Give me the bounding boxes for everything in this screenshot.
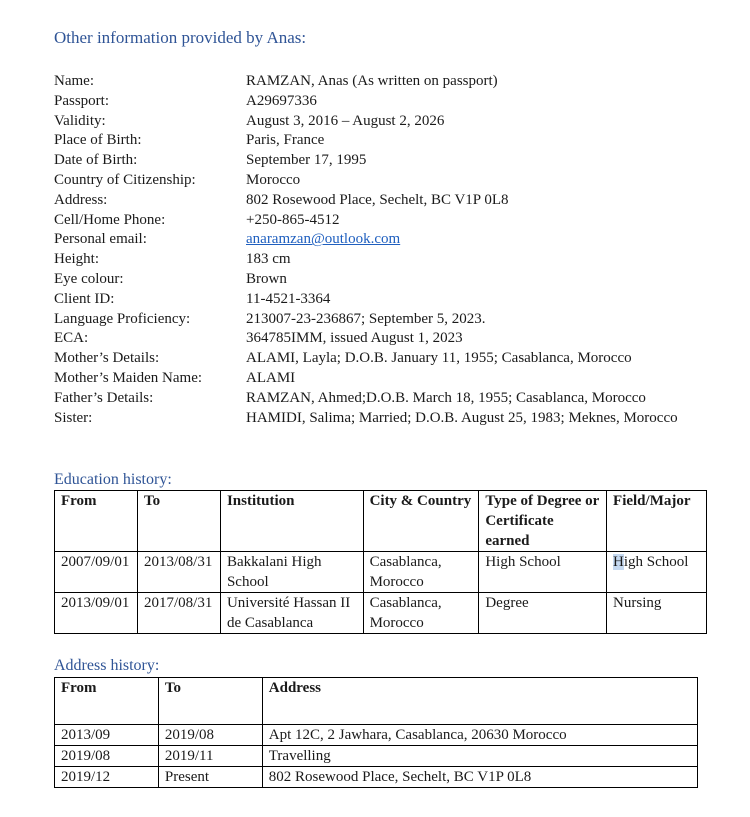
detail-row <box>54 171 696 191</box>
address-cell: 2019/11 <box>158 746 262 767</box>
education-cell: High School <box>479 552 607 593</box>
detail-row <box>54 151 696 171</box>
detail-label: Father’s Details: <box>54 389 154 406</box>
detail-row <box>54 349 696 369</box>
education-column-header: Field/Major <box>607 491 707 552</box>
detail-value: September 17, 1995 <box>246 152 367 169</box>
address-cell: Travelling <box>262 746 697 767</box>
detail-value: HAMIDI, Salima; Married; D.O.B. August 25, 1983; Meknes, Morocco <box>246 409 678 426</box>
detail-value: 364785IMM, issued August 1, 2023 <box>246 330 463 347</box>
detail-row <box>54 250 696 270</box>
education-cell: 2007/09/01 <box>55 552 138 593</box>
address-column-header: Address <box>262 678 697 725</box>
detail-value: Paris, France <box>246 132 325 149</box>
detail-row <box>54 369 696 389</box>
detail-label: Client ID: <box>54 290 115 307</box>
education-cell: 2013/08/31 <box>137 552 220 593</box>
detail-row <box>54 131 696 151</box>
detail-value: Brown <box>246 270 287 287</box>
education-cell: 2013/09/01 <box>55 593 138 634</box>
detail-label: Eye colour: <box>54 270 124 287</box>
detail-row <box>54 409 696 429</box>
education-cell: Bakkalani High School <box>220 552 363 593</box>
detail-label: Mother’s Details: <box>54 350 160 367</box>
detail-label: Mother’s Maiden Name: <box>54 369 203 386</box>
detail-label: ECA: <box>54 330 89 347</box>
page-heading: Other information provided by Anas: <box>54 28 307 47</box>
address-cell: 2019/12 <box>55 767 159 788</box>
detail-row <box>54 329 696 349</box>
education-column-header: City & Country <box>363 491 479 552</box>
address-row <box>55 746 698 767</box>
detail-row <box>54 290 696 310</box>
education-cell: 2017/08/31 <box>137 593 220 634</box>
detail-label: Height: <box>54 251 99 268</box>
education-row <box>55 593 707 634</box>
detail-row <box>54 230 696 250</box>
education-cell: Degree <box>479 593 607 634</box>
detail-label: Passport: <box>54 92 110 109</box>
address-cell: 802 Rosewood Place, Sechelt, BC V1P 0L8 <box>262 767 697 788</box>
address-column-header: From <box>55 678 159 725</box>
detail-value: +250-865-4512 <box>246 211 340 228</box>
detail-value: ALAMI, Layla; D.O.B. January 11, 1955; Casablanca, Morocco <box>246 350 632 367</box>
detail-label: Language Proficiency: <box>54 310 191 327</box>
detail-row <box>54 211 696 231</box>
detail-value: 213007-23-236867; September 5, 2023. <box>246 310 486 327</box>
detail-label: Cell/Home Phone: <box>54 211 166 228</box>
detail-value <box>246 230 696 250</box>
address-cell: 2019/08 <box>158 725 262 746</box>
detail-row <box>54 112 696 132</box>
detail-row <box>54 72 696 92</box>
education-column-header: To <box>137 491 220 552</box>
education-cell: High School <box>607 552 707 593</box>
detail-row <box>54 270 696 290</box>
detail-label: Validity: <box>54 112 106 129</box>
education-cell: Nursing <box>607 593 707 634</box>
detail-label: Personal email: <box>54 231 147 248</box>
address-cell: 2013/09 <box>55 725 159 746</box>
email-link[interactable]: anaramzan@outlook.com <box>246 231 401 248</box>
address-cell: Present <box>158 767 262 788</box>
detail-row <box>54 310 696 330</box>
detail-value: 802 Rosewood Place, Sechelt, BC V1P 0L8 <box>246 191 509 208</box>
detail-value: RAMZAN, Ahmed;D.O.B. March 18, 1955; Casablanca, Morocco <box>246 389 646 406</box>
education-row <box>55 552 707 593</box>
education-cell: Université Hassan II de Casablanca <box>220 593 363 634</box>
address-cell: 2019/08 <box>55 746 159 767</box>
detail-value: ALAMI <box>246 369 296 386</box>
detail-value: 11-4521-3364 <box>246 290 331 307</box>
detail-row <box>54 92 696 112</box>
education-cell: Casablanca, Morocco <box>363 552 479 593</box>
education-column-header: From <box>55 491 138 552</box>
address-row <box>55 725 698 746</box>
detail-label: Date of Birth: <box>54 152 138 169</box>
education-column-header: Institution <box>220 491 363 552</box>
detail-label: Place of Birth: <box>54 132 142 149</box>
detail-value: 183 cm <box>246 251 291 268</box>
education-cell: Casablanca, Morocco <box>363 593 479 634</box>
detail-label: Country of Citizenship: <box>54 171 196 188</box>
detail-value: August 3, 2016 – August 2, 2026 <box>246 112 445 129</box>
address-history-title: Address history: <box>54 657 160 674</box>
address-history-table <box>54 677 698 788</box>
detail-value: RAMZAN, Anas (As written on passport) <box>246 73 498 89</box>
detail-row <box>54 191 696 211</box>
detail-value: A29697336 <box>246 92 317 109</box>
detail-label: Sister: <box>54 409 93 426</box>
education-history-table <box>54 490 707 634</box>
address-cell: Apt 12C, 2 Jawhara, Casablanca, 20630 Morocco <box>262 725 697 746</box>
address-row <box>55 767 698 788</box>
education-column-header: Type of Degree or Certificate earned <box>479 491 607 552</box>
detail-value: Morocco <box>246 171 301 188</box>
detail-row <box>54 389 696 409</box>
address-column-header: To <box>158 678 262 725</box>
education-history-title: Education history: <box>54 471 172 488</box>
detail-label: Address: <box>54 191 108 208</box>
detail-label: Name: <box>54 73 94 89</box>
personal-details-table <box>54 72 696 428</box>
